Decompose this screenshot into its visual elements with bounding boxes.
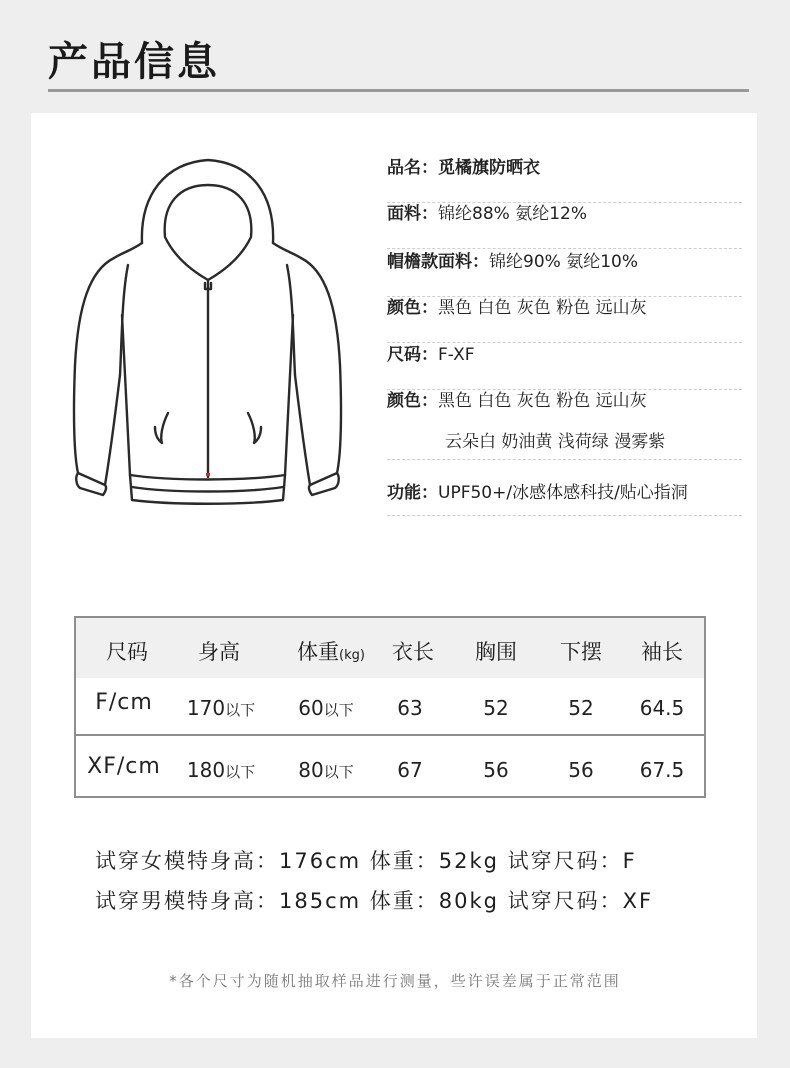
- row-xf-length: 67: [397, 758, 423, 782]
- row-divider: [76, 734, 704, 736]
- row-f-chest: 52: [483, 696, 509, 720]
- title-divider: [48, 89, 749, 92]
- male-model-info: 试穿男模特身高：185cm 体重：80kg 试穿尺码：XF: [95, 889, 654, 913]
- measurement-note: *各个尺寸为随机抽取样品进行测量，些许误差属于正常范围: [169, 972, 621, 990]
- row-f-hem: 52: [568, 696, 594, 720]
- spec-color-key: 颜色：: [387, 298, 438, 318]
- spec-size-key: 尺码：: [387, 345, 438, 365]
- spec-size: [387, 343, 742, 390]
- row-xf-size: XF/cm: [87, 754, 161, 779]
- spec-color2-continued: 云朵白 奶油黄 浅荷绿 漫雾紫: [445, 432, 666, 452]
- page-title: 产品信息: [48, 39, 220, 85]
- row-f-size: F/cm: [95, 690, 153, 715]
- row-xf-weight: 80以下: [298, 758, 354, 782]
- row-xf-chest: 56: [483, 758, 509, 782]
- spec-fabric-value: 锦纶88% 氨纶12%: [438, 204, 587, 224]
- spec-function: [387, 481, 742, 516]
- row-xf-hem: 56: [568, 758, 594, 782]
- spec-color2-value: 黑色 白色 灰色 粉色 远山灰: [438, 391, 647, 411]
- header-height: 身高: [198, 640, 240, 664]
- size-table: [74, 616, 706, 798]
- spec-color-value: 黑色 白色 灰色 粉色 远山灰: [438, 298, 647, 318]
- header-weight: 体重(kg): [297, 640, 365, 664]
- header-hem: 下摆: [560, 640, 602, 664]
- header-size: 尺码: [106, 640, 148, 664]
- spec-fabric-key: 面料：: [387, 204, 438, 224]
- spec-brim-key: 帽檐款面料：: [387, 252, 489, 272]
- hoodie-illustration: [70, 155, 345, 515]
- spec-size-value: F-XF: [438, 345, 475, 365]
- spec-function-value: UPF50+/冰感体感科技/贴心指洞: [438, 483, 688, 503]
- size-table-header: [76, 618, 704, 678]
- row-f-length: 63: [397, 696, 423, 720]
- header-chest: 胸围: [475, 640, 517, 664]
- spec-function-key: 功能：: [387, 483, 438, 503]
- spec-name-key: 品名：: [387, 158, 438, 178]
- spec-product-name: [387, 156, 742, 203]
- female-model-info: 试穿女模特身高：176cm 体重：52kg 试穿尺码：F: [95, 849, 637, 873]
- header-length: 衣长: [392, 640, 434, 664]
- spec-fabric: [387, 202, 742, 249]
- row-xf-height: 180以下: [186, 758, 256, 782]
- spec-color2-key: 颜色：: [387, 391, 438, 411]
- row-xf-sleeve: 67.5: [639, 758, 685, 782]
- header-sleeve: 袖长: [641, 640, 683, 664]
- row-f-sleeve: 64.5: [639, 696, 685, 720]
- row-f-height: 170以下: [186, 696, 256, 720]
- spec-brim-value: 锦纶90% 氨纶10%: [489, 252, 638, 272]
- spec-brim-fabric: [387, 250, 742, 297]
- row-f-weight: 60以下: [298, 696, 354, 720]
- spec-color: [387, 296, 742, 343]
- spec-name-value: 觅橘旗防晒衣: [438, 158, 540, 178]
